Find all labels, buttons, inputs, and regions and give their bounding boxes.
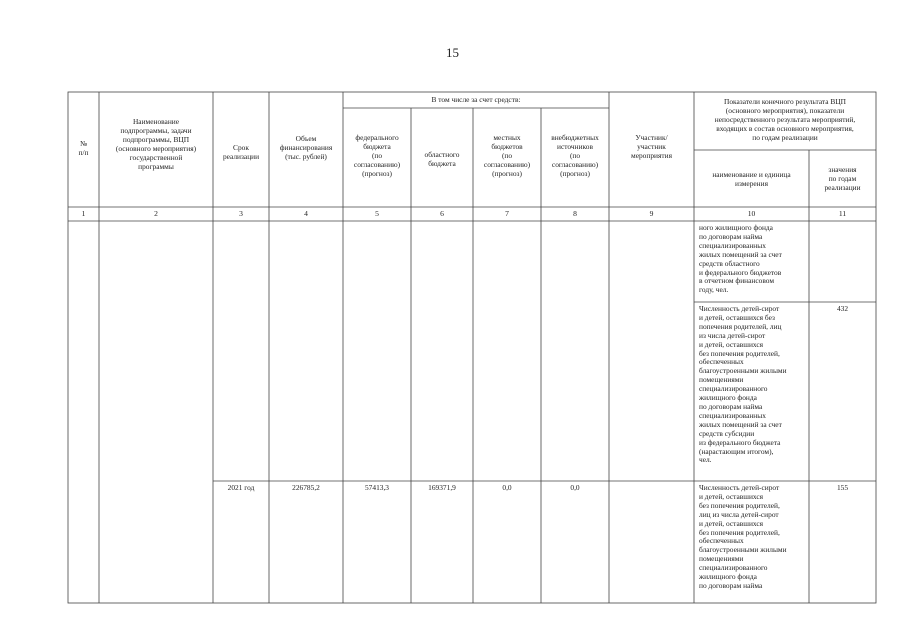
column-number-9: 9 — [649, 209, 654, 218]
header-number: № п/п — [78, 139, 89, 157]
row-1-value: 432 — [836, 304, 849, 313]
row-2-extra: 0,0 — [570, 483, 580, 492]
header-period: Срок реализации — [222, 143, 260, 161]
column-number-10: 10 — [747, 209, 756, 218]
header-funding-volume: Объем финансирования (тыс. рублей) — [279, 134, 333, 161]
header-local-budgets: местных бюджетов (по согласованию) (прогноз) — [483, 133, 531, 178]
row-2-regional: 169371,9 — [428, 483, 456, 492]
column-number-1: 1 — [81, 209, 86, 218]
column-number-5: 5 — [375, 209, 379, 218]
row-2-indicator: Численность детей-сирот и детей, оставшихся без попечения родителей, лиц из числа детей-сирот и детей, оставшихся без попечения родителей, обеспеченных благоустроенными жилыми помещениями специализированного жилищного фонда по договорам найма — [699, 483, 787, 590]
header-federal-budget: федерального бюджета (по согласованию) (прогноз) — [353, 133, 401, 178]
column-number-7: 7 — [505, 209, 509, 218]
row-0-indicator: ного жилищного фонда по договорам найма специализированных жилых помещений за счет средств областного и федерального бюджетов в отчетном финансовом году, чел. — [699, 223, 782, 295]
header-participant: Участник/ участник мероприятия — [631, 133, 672, 160]
header-indicators-group: Показатели конечного результата ВЦП (основного мероприятия), показатели непосредственного результата мероприятий, входящих в состав основного мероприятия, по годам реализации — [714, 97, 856, 142]
column-number-3: 3 — [239, 209, 243, 218]
page-number: 15 — [446, 45, 459, 60]
column-number-8: 8 — [573, 209, 577, 218]
row-2-value: 155 — [836, 483, 849, 492]
column-number-11: 11 — [838, 209, 847, 218]
row-2-year: 2021 год — [227, 483, 255, 492]
row-2-federal: 57413,3 — [364, 483, 390, 492]
header-extra-sources: внебюджетных источников (по согласованию) (прогноз) — [551, 133, 599, 178]
header-indicator-name: наименование и единица измерения — [712, 170, 791, 188]
column-number-6: 6 — [440, 209, 444, 218]
row-2-total: 226785,2 — [292, 483, 320, 492]
header-indicator-values: значения по годам реализации — [824, 165, 861, 192]
row-1-indicator: Численность детей-сирот и детей, оставшихся без попечения родителей, лиц из числа детей-сирот и детей, оставшихся без попечения родителей, обеспеченных благоустроенными жилыми помещениями специализированного жилищного фонда по договорам найма специализированных жилых помещений за счет средств субсидии из федерального бюджета (нарастающим итогом), чел. — [699, 304, 787, 465]
header-program-name: Наименование подпрограммы, задачи подпрограммы, ВЦП (основного мероприятия) государственной программы — [115, 117, 197, 171]
header-regional-budget: областного бюджета — [424, 150, 460, 168]
header-sources-group: В том числе за счет средств: — [431, 95, 521, 104]
column-number-2: 2 — [154, 209, 158, 218]
column-number-4: 4 — [304, 209, 308, 218]
row-2-local: 0,0 — [502, 483, 512, 492]
